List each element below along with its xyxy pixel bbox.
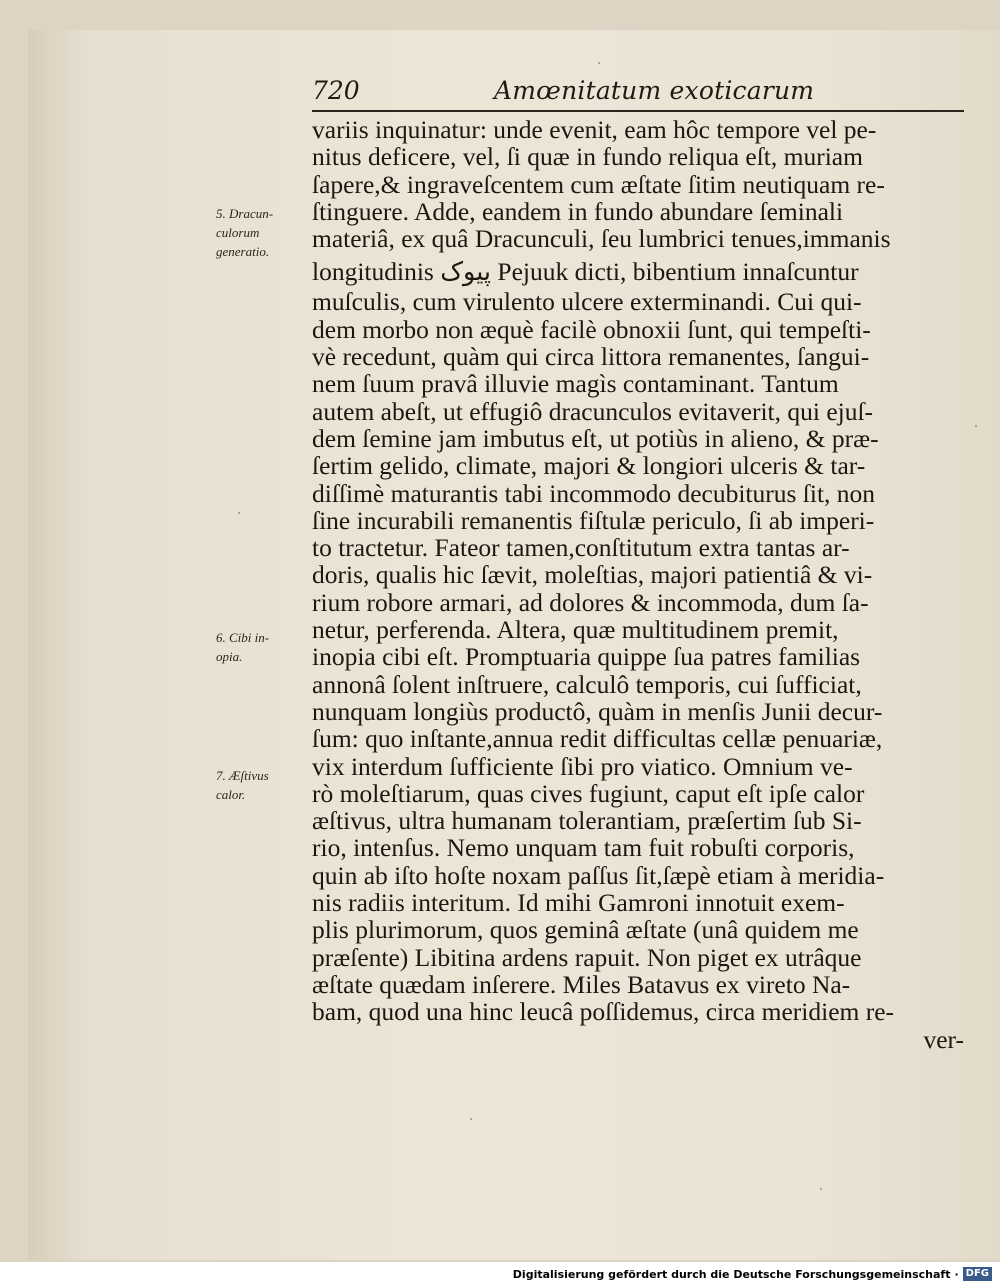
text-line: muſculis, cum virulento ulcere exterminandi. Cui qui- xyxy=(312,287,862,317)
text-line: plis plurimorum, quos geminâ æſtate (unâ quidem me xyxy=(312,915,859,945)
text-line: rio, intenſus. Nemo unquam tam fuit robuſti corporis, xyxy=(312,833,855,863)
main-text xyxy=(312,116,964,1053)
text-line: rò moleſtiarum, quas cives fugiunt, caput eſt ipſe calor xyxy=(312,778,865,808)
text-line: præſente) Libitina ardens rapuit. Non piget ex utrâque xyxy=(312,942,862,972)
paper-speck xyxy=(975,425,977,427)
text-line: ſertim gelido, climate, majori & longiori ulceris & tar- xyxy=(312,451,866,481)
marginal-line: opia. xyxy=(216,649,243,664)
marginal-note-5 xyxy=(216,204,312,261)
credit-text: Digitalisierung gefördert durch die Deutsche Forschungsgemeinschaft xyxy=(512,1267,951,1281)
running-head xyxy=(312,76,964,110)
text-line: nitus deficere, vel, ſi quæ in fundo reliqua eſt, muriam xyxy=(312,142,863,172)
dfg-logo-icon: DFG xyxy=(963,1267,992,1281)
text-line: quin ab iſto hoſte noxam paſſus ſit,ſæpè etiam à meridia- xyxy=(312,860,885,890)
text-line: annonâ ſolent inſtruere, calculô temporis, cui ſufficiat, xyxy=(312,669,862,699)
text-line: vè recedunt, quàm qui circa littora remanentes, ſangui- xyxy=(312,342,870,372)
marginal-note-7 xyxy=(216,766,312,804)
marginal-line: 6. Cibi in- xyxy=(216,630,270,645)
marginal-line: generatio. xyxy=(216,244,270,259)
credit-separator: · xyxy=(954,1267,959,1281)
paper-speck xyxy=(820,1188,822,1190)
text-line: dem morbo non æquè facilè obnoxii ſunt, qui tempeſti- xyxy=(312,314,871,344)
text-line: nunquam longiùs productô, quàm in menſis Junii decur- xyxy=(312,696,883,726)
paper-speck xyxy=(238,512,240,514)
catchword: ver- xyxy=(923,1024,964,1054)
text-line: bam, quod una hinc leucâ poſſidemus, circa meridiem re- xyxy=(312,997,895,1027)
text-line: doris, qualis hic ſævit, moleſtias, majori patientiâ & vi- xyxy=(312,560,873,590)
text-line: to tractetur. Fateor tamen,conſtitutum extra tantas ar- xyxy=(312,533,850,563)
text-line: dem ſemine jam imbutus eſt, ut potiùs in alieno, & præ- xyxy=(312,423,879,453)
text-line: rium robore armari, ad dolores & incommoda, dum ſa- xyxy=(312,587,869,617)
text-line: æſtate quædam inſerere. Miles Batavus ex vireto Na- xyxy=(312,969,851,999)
text-line: ſum: quo inſtante,annua redit difficultas cellæ penuariæ, xyxy=(312,724,883,754)
text-line: æſtivus, ultra humanam tolerantiam, præſertim ſub Si- xyxy=(312,806,862,836)
text-line: nis radiis interitum. Id mihi Gamroni innotuit exem- xyxy=(312,888,845,918)
header-rule xyxy=(312,110,964,112)
marginal-line: 5. Dracun- xyxy=(216,206,274,221)
text-line: diſſimè maturantis tabi incommodo decubiturus ſit, non xyxy=(312,478,876,508)
marginal-line: 7. Æſtivus xyxy=(216,768,269,783)
text-line: longitudinis پیوک Pejuuk dicti, bibentium innaſcuntur xyxy=(312,257,859,287)
text-line: autem abeſt, ut effugiô dracunculos evitaverit, qui ejuſ- xyxy=(312,396,874,426)
text-line: nem ſuum pravâ illuvie magìs contaminant. Tantum xyxy=(312,369,839,399)
text-line: ſtinguere. Adde, eandem in fundo abundare ſeminali xyxy=(312,196,844,226)
text-line: ſine incurabili remanentis fiſtulæ periculo, ſi ab imperi- xyxy=(312,505,875,535)
text-line: netur, perferenda. Altera, quæ multitudinem premit, xyxy=(312,615,839,645)
marginal-line: culorum xyxy=(216,225,260,240)
paper-speck xyxy=(598,62,600,64)
paper-speck xyxy=(470,1118,472,1120)
text-line: inopia cibi eſt. Promptuaria quippe ſua patres familias xyxy=(312,642,861,672)
marginal-line: calor. xyxy=(216,787,246,802)
text-line: vix interdum ſufficiente ſibi pro viatico. Omnium ve- xyxy=(312,751,853,781)
text-line: materiâ, ex quâ Dracunculi, ſeu lumbrici tenues,immanis xyxy=(312,224,891,254)
page-number: 720 xyxy=(312,76,360,105)
running-title: Amœnitatum exoticarum xyxy=(494,76,815,105)
marginal-note-6 xyxy=(216,628,312,666)
digitization-credit xyxy=(513,1266,992,1282)
text-line: ſapere,& ingraveſcentem cum æſtate ſitim neutiquam re- xyxy=(312,169,885,199)
text-line: variis inquinatur: unde evenit, eam hôc tempore vel pe- xyxy=(312,115,877,144)
